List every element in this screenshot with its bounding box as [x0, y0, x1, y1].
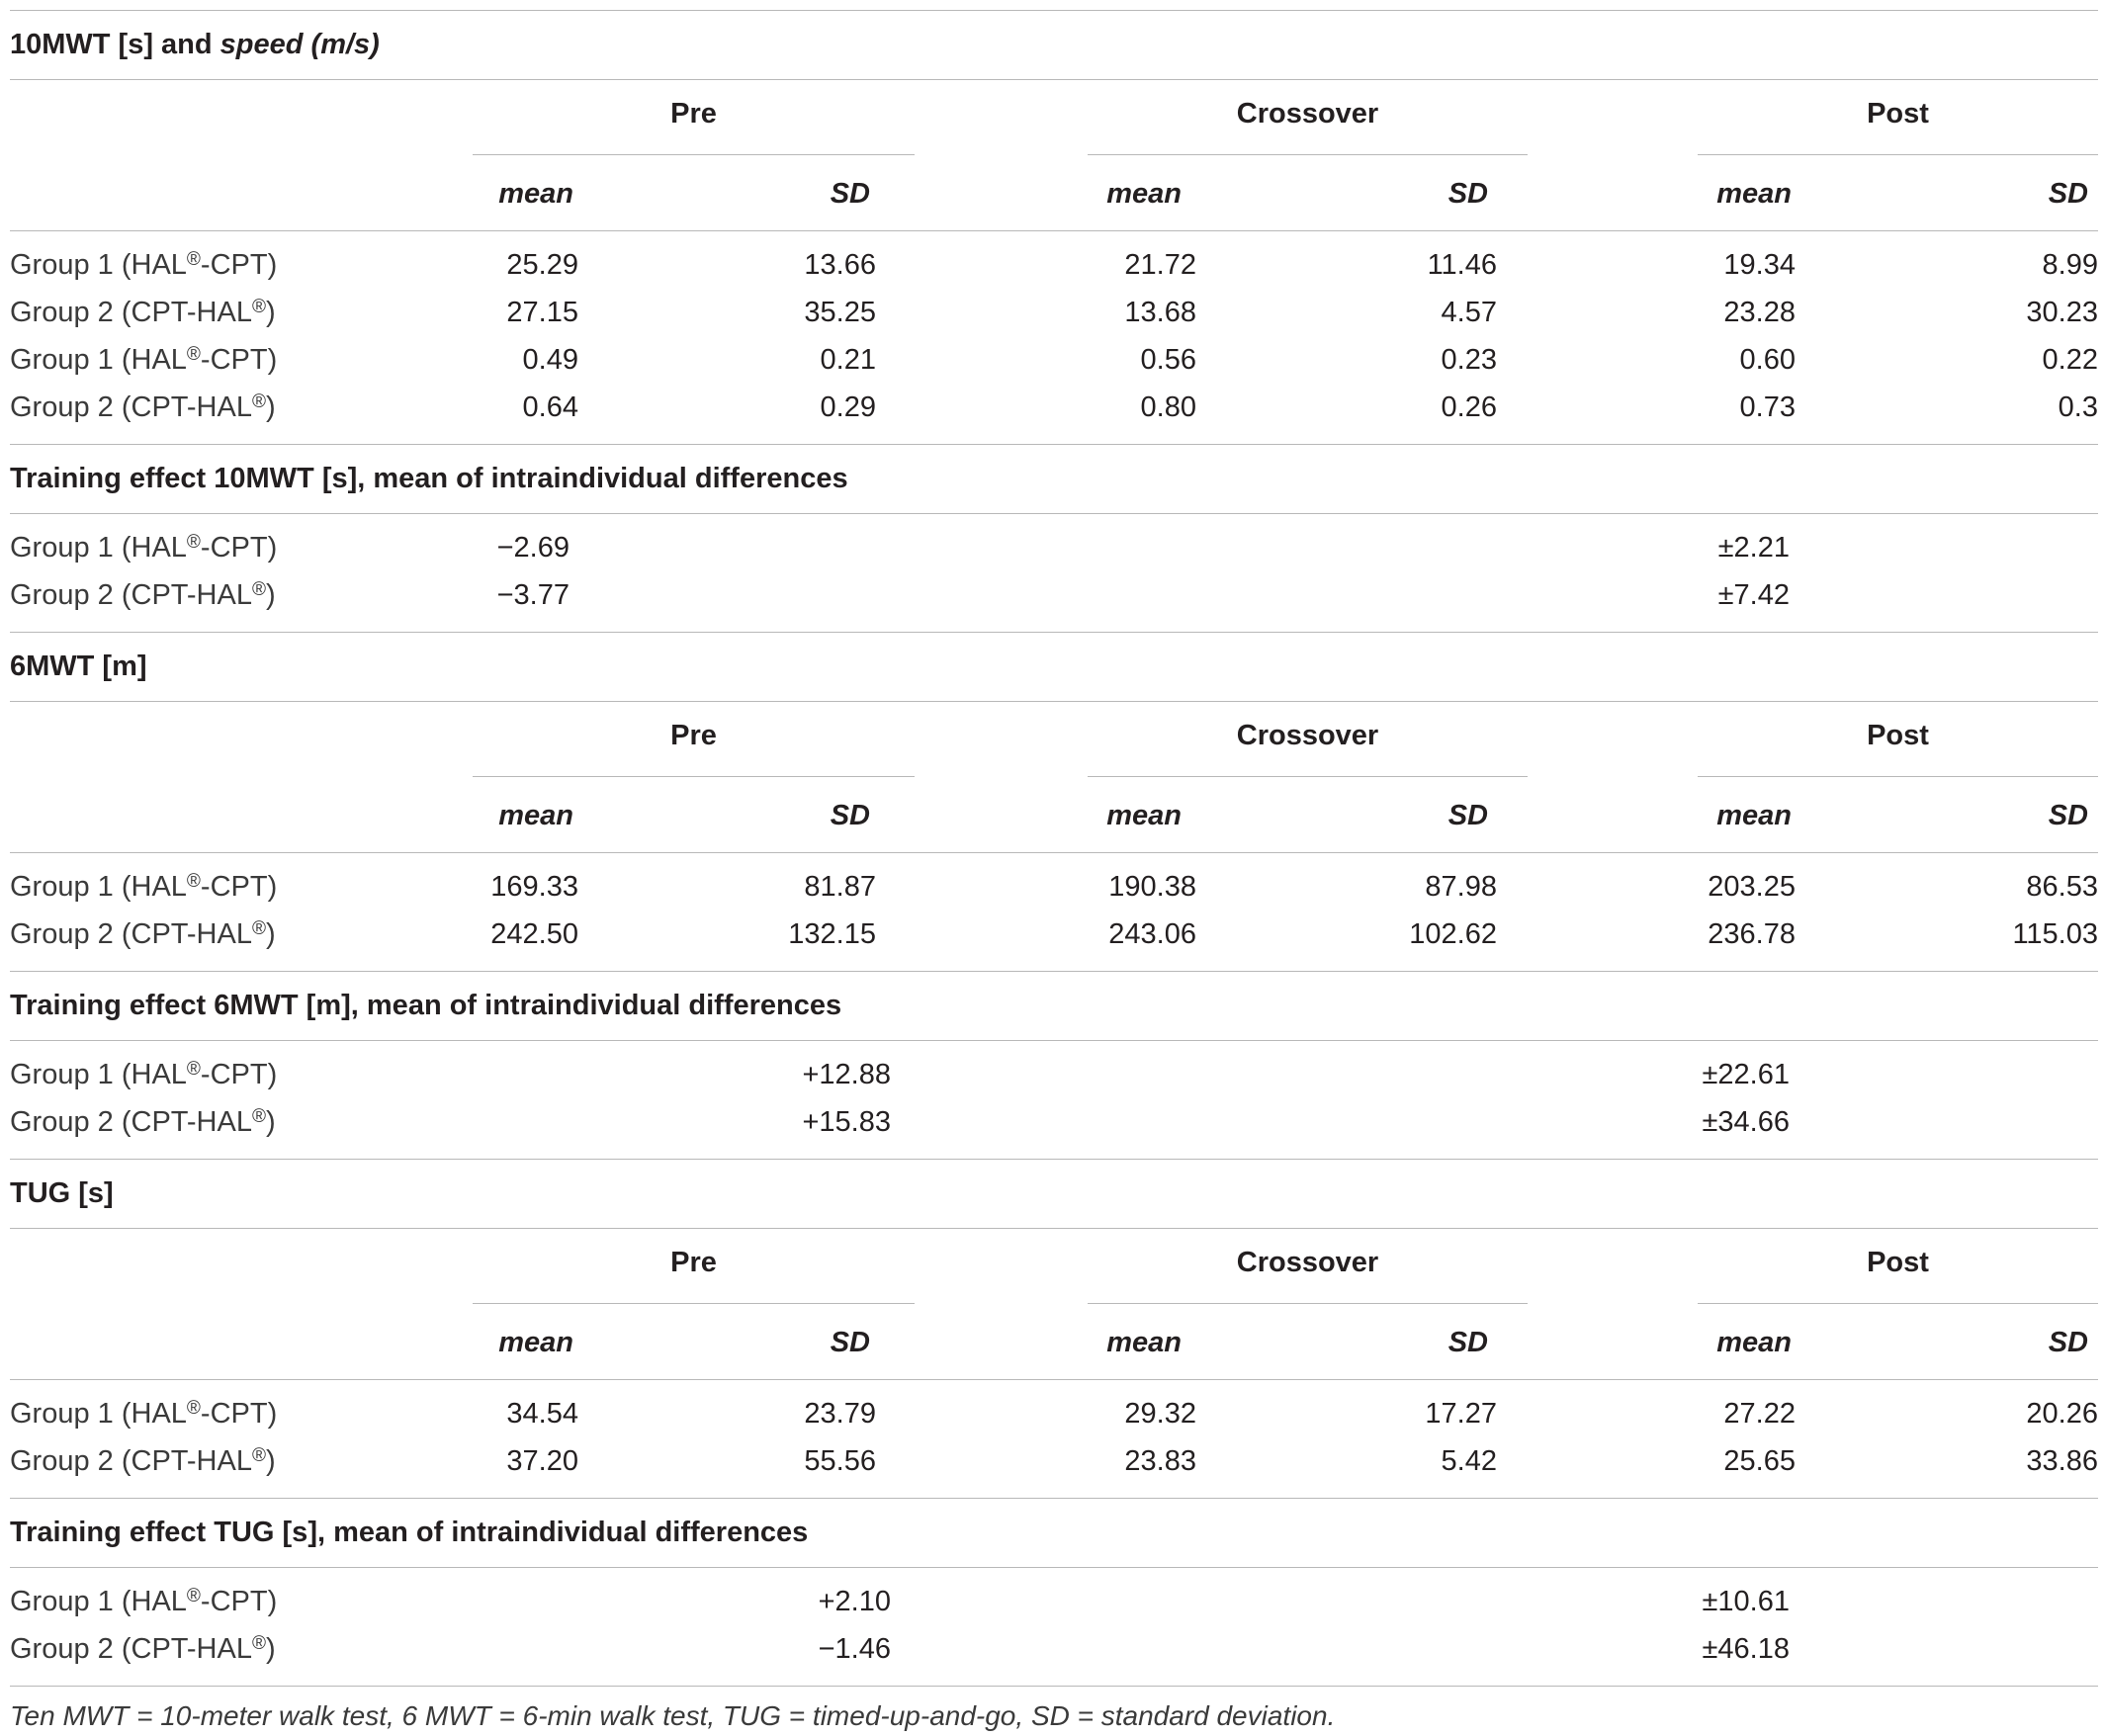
cell-value: 4.57 [1441, 297, 1497, 328]
column-header-underline [1088, 154, 1528, 155]
effect-sd: ±46.18 [1702, 1633, 1790, 1665]
cell-value: 27.15 [506, 297, 578, 328]
effect-mean: −2.69 [496, 532, 570, 564]
footnote: Ten MWT = 10-meter walk test, 6 MWT = 6-min walk test, TUG = timed-up-and-go, SD = standard deviation. [10, 1700, 1336, 1731]
cell-value: 203.25 [1708, 871, 1796, 903]
column-header-underline [1088, 1303, 1528, 1304]
divider [10, 1498, 2098, 1499]
column-header-underline [1698, 154, 2098, 155]
effect-mean: −1.46 [818, 1633, 891, 1665]
cell-value: 0.60 [1739, 344, 1796, 376]
divider [10, 852, 2098, 853]
cell-value: 0.23 [1441, 344, 1497, 376]
subheader-mean: mean [1716, 178, 1792, 210]
divider [10, 1040, 2098, 1041]
cell-value: 0.29 [820, 391, 876, 423]
row-label: Group 2 (CPT-HAL®) [10, 918, 276, 950]
cell-value: 23.83 [1124, 1445, 1196, 1477]
registered-mark: ® [186, 532, 201, 553]
registered-mark: ® [251, 1106, 266, 1127]
registered-mark: ® [186, 1586, 201, 1606]
effect-mean: +2.10 [818, 1586, 891, 1617]
cell-value: 23.28 [1723, 297, 1796, 328]
effect-mean: +12.88 [802, 1059, 891, 1090]
registered-mark: ® [186, 1059, 201, 1080]
subheader-sd: SD [1447, 178, 1488, 210]
divider [10, 1567, 2098, 1568]
column-header-pre: Pre [670, 1247, 717, 1278]
divider [10, 632, 2098, 633]
cell-value: 21.72 [1124, 249, 1196, 281]
subheader-mean: mean [498, 178, 573, 210]
column-header-underline [1698, 1303, 2098, 1304]
section-title: 6MWT [m] [10, 651, 147, 682]
row-label: Group 2 (CPT-HAL®) [10, 297, 276, 328]
column-header-pre: Pre [670, 98, 717, 130]
registered-mark: ® [251, 1445, 266, 1466]
effect-sd: ±10.61 [1702, 1586, 1790, 1617]
row-label: Group 2 (CPT-HAL®) [10, 579, 276, 611]
subheader-mean: mean [1106, 800, 1182, 831]
divider [10, 230, 2098, 231]
cell-value: 23.79 [804, 1398, 876, 1430]
column-header-crossover: Crossover [1236, 98, 1379, 130]
row-label: Group 2 (CPT-HAL®) [10, 391, 276, 423]
subheader-sd: SD [2048, 178, 2088, 210]
column-header-post: Post [1867, 720, 1929, 751]
subheader-sd: SD [2048, 1327, 2088, 1358]
divider [10, 444, 2098, 445]
subheader-sd: SD [2048, 800, 2088, 831]
cell-value: 34.54 [506, 1398, 578, 1430]
effect-mean: +15.83 [802, 1106, 891, 1138]
cell-value: 8.99 [2042, 249, 2098, 281]
subheader-sd: SD [830, 1327, 870, 1358]
registered-mark: ® [251, 579, 266, 600]
effect-mean: −3.77 [496, 579, 570, 611]
cell-value: 25.29 [506, 249, 578, 281]
column-header-underline [473, 154, 915, 155]
cell-value: 13.68 [1124, 297, 1196, 328]
cell-value: 0.73 [1739, 391, 1796, 423]
cell-value: 132.15 [788, 918, 876, 950]
registered-mark: ® [251, 297, 266, 317]
cell-value: 87.98 [1425, 871, 1497, 903]
divider [10, 971, 2098, 972]
divider [10, 1686, 2098, 1687]
column-header-post: Post [1867, 1247, 1929, 1278]
cell-value: 0.26 [1441, 391, 1497, 423]
row-label: Group 1 (HAL®-CPT) [10, 871, 278, 903]
cell-value: 243.06 [1108, 918, 1196, 950]
cell-value: 25.65 [1723, 1445, 1796, 1477]
registered-mark: ® [251, 391, 266, 412]
section-title: TUG [s] [10, 1177, 114, 1209]
subheader-mean: mean [498, 800, 573, 831]
column-header-underline [1698, 776, 2098, 777]
row-label: Group 1 (HAL®-CPT) [10, 344, 278, 376]
cell-value: 11.46 [1427, 249, 1497, 281]
cell-value: 0.21 [820, 344, 876, 376]
cell-value: 19.34 [1723, 249, 1796, 281]
registered-mark: ® [251, 1633, 266, 1654]
column-header-underline [1088, 776, 1528, 777]
effect-sd: ±7.42 [1717, 579, 1790, 611]
training-effect-title: Training effect 10MWT [s], mean of intraindividual differences [10, 463, 848, 494]
row-label: Group 2 (CPT-HAL®) [10, 1633, 276, 1665]
registered-mark: ® [186, 249, 201, 270]
cell-value: 29.32 [1124, 1398, 1196, 1430]
row-label: Group 1 (HAL®-CPT) [10, 532, 278, 564]
row-label: Group 1 (HAL®-CPT) [10, 1059, 278, 1090]
column-header-pre: Pre [670, 720, 717, 751]
divider [10, 10, 2098, 11]
cell-value: 13.66 [804, 249, 876, 281]
cell-value: 86.53 [2026, 871, 2098, 903]
effect-sd: ±22.61 [1702, 1059, 1790, 1090]
registered-mark: ® [186, 1398, 201, 1419]
subheader-sd: SD [1447, 1327, 1488, 1358]
divider [10, 1228, 2098, 1229]
cell-value: 242.50 [490, 918, 578, 950]
divider [10, 1159, 2098, 1160]
cell-value: 169.33 [490, 871, 578, 903]
cell-value: 5.42 [1441, 1445, 1497, 1477]
cell-value: 0.22 [2042, 344, 2098, 376]
registered-mark: ® [186, 871, 201, 892]
divider [10, 1379, 2098, 1380]
cell-value: 55.56 [804, 1445, 876, 1477]
row-label: Group 2 (CPT-HAL®) [10, 1106, 276, 1138]
row-label: Group 1 (HAL®-CPT) [10, 1398, 278, 1430]
registered-mark: ® [186, 344, 201, 365]
cell-value: 37.20 [506, 1445, 578, 1477]
cell-value: 236.78 [1708, 918, 1796, 950]
subheader-mean: mean [1106, 178, 1182, 210]
divider [10, 79, 2098, 80]
cell-value: 190.38 [1108, 871, 1196, 903]
cell-value: 33.86 [2026, 1445, 2098, 1477]
training-effect-title: Training effect 6MWT [m], mean of intraindividual differences [10, 990, 842, 1021]
cell-value: 35.25 [804, 297, 876, 328]
cell-value: 0.49 [522, 344, 578, 376]
cell-value: 0.3 [2058, 391, 2098, 423]
column-header-crossover: Crossover [1236, 720, 1379, 751]
subheader-sd: SD [830, 800, 870, 831]
subheader-mean: mean [1716, 1327, 1792, 1358]
cell-value: 27.22 [1723, 1398, 1796, 1430]
row-label: Group 1 (HAL®-CPT) [10, 249, 278, 281]
cell-value: 102.62 [1409, 918, 1497, 950]
column-header-underline [473, 776, 915, 777]
column-header-crossover: Crossover [1236, 1247, 1379, 1278]
divider [10, 513, 2098, 514]
subheader-mean: mean [1716, 800, 1792, 831]
effect-sd: ±34.66 [1702, 1106, 1790, 1138]
registered-mark: ® [251, 918, 266, 939]
subheader-mean: mean [498, 1327, 573, 1358]
cell-value: 30.23 [2026, 297, 2098, 328]
cell-value: 115.03 [2012, 918, 2098, 950]
cell-value: 81.87 [804, 871, 876, 903]
training-effect-title: Training effect TUG [s], mean of intraindividual differences [10, 1517, 809, 1548]
section-title: 10MWT [s] and speed (m/s) [10, 29, 380, 60]
cell-value: 0.56 [1140, 344, 1196, 376]
subheader-sd: SD [1447, 800, 1488, 831]
row-label: Group 1 (HAL®-CPT) [10, 1586, 278, 1617]
subheader-mean: mean [1106, 1327, 1182, 1358]
row-label: Group 2 (CPT-HAL®) [10, 1445, 276, 1477]
cell-value: 0.80 [1140, 391, 1196, 423]
cell-value: 17.27 [1425, 1398, 1497, 1430]
cell-value: 0.64 [522, 391, 578, 423]
column-header-post: Post [1867, 98, 1929, 130]
effect-sd: ±2.21 [1717, 532, 1790, 564]
subheader-sd: SD [830, 178, 870, 210]
section-title-italic: speed (m/s) [219, 29, 380, 60]
column-header-underline [473, 1303, 915, 1304]
cell-value: 20.26 [2026, 1398, 2098, 1430]
divider [10, 701, 2098, 702]
